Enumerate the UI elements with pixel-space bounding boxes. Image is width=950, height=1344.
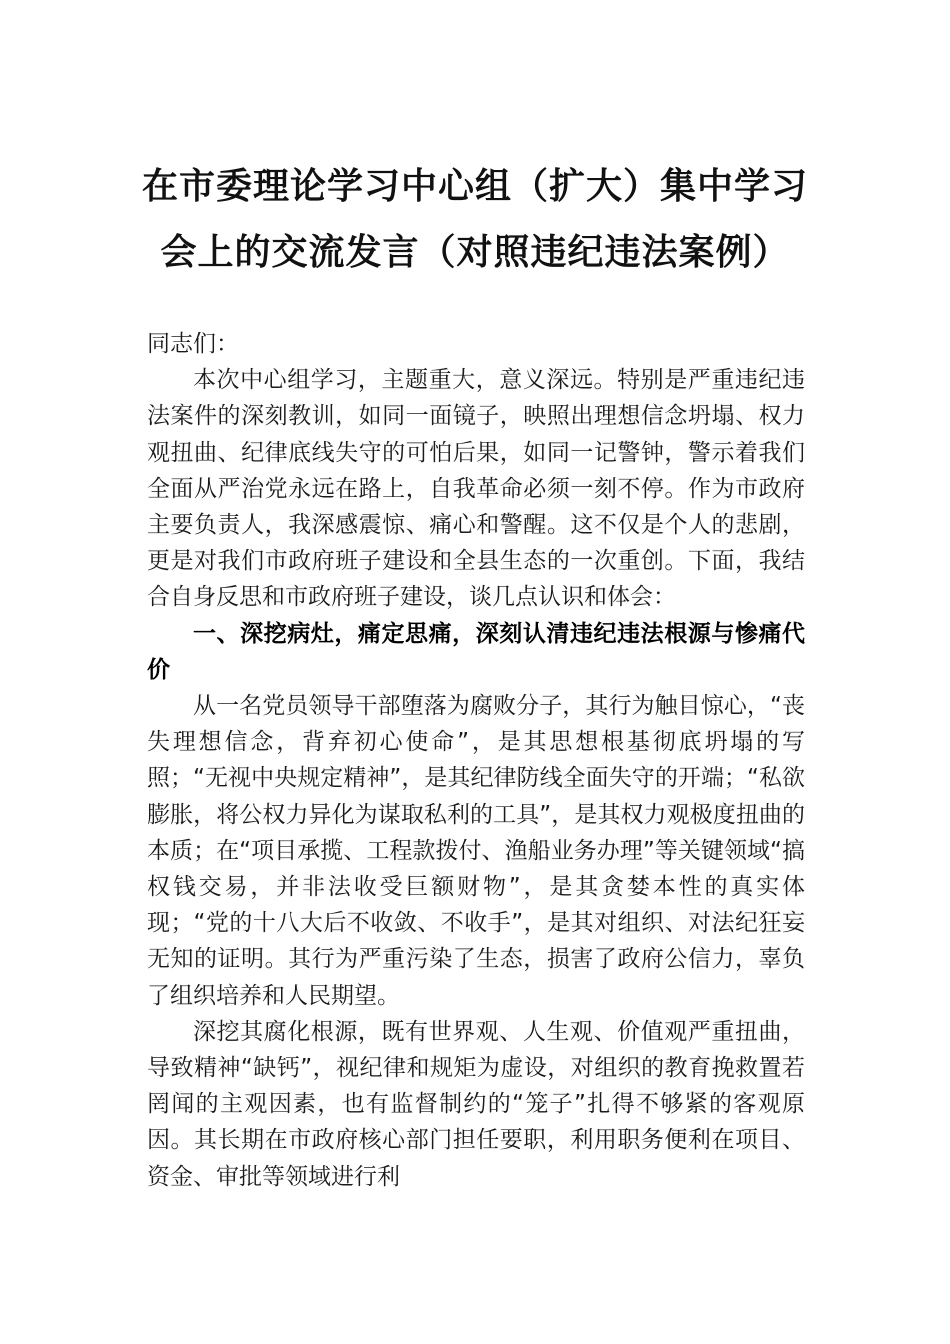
paragraph-root-cause: 深挖其腐化根源，既有世界观、人生观、价值观严重扭曲，导致精神“缺钙”，视纪律和规矩为虚设，对组织的教育挽救置若罔闻的主观因素，也有监督制约的“笼子”扎得不够紧的客观原因。其长期在市政府核心部门担任要职，利用职务便利在项目、资金、审批等领域进行利	[147, 1018, 805, 1190]
paragraph-case-behavior: 从一名党员领导干部堕落为腐败分子，其行为触目惊心，“丧失理想信念，背弃初心使命”，是其思想根基彻底坍塌的写照；“无视中央规定精神”，是其纪律防线全面失守的开端；“私欲膨胀，将公权力异化为谋取私利的工具”，是其权力观极度扭曲的本质；在“项目承揽、工程款拨付、渔船业务办理”等关键领域“搞权钱交易，并非法收受巨额财物”，是其贪婪本性的真实体现；“党的十八大后不收敛、不收手”，是其对组织、对法纪狂妄无知的证明。其行为严重污染了生态，损害了政府公信力，辜负了组织培养和人民期望。	[147, 693, 805, 1009]
paragraph-intro: 本次中心组学习，主题重大，意义深远。特别是严重违纪违法案件的深刻教训，如同一面镜子，映照出理想信念坍塌、权力观扭曲、纪律底线失守的可怕后果，如同一记警钟，警示着我们全面从严治党永远在路上，自我革命必须一刻不停。作为市政府主要负责人，我深感震惊、痛心和警醒。这不仅是个人的悲剧，更是对我们市政府班子建设和全县生态的一次重创。下面，我结合自身反思和市政府班子建设，谈几点认识和体会：	[147, 367, 805, 611]
document-title-line-1: 在市委理论学习中心组（扩大）集中学习	[141, 165, 808, 207]
document-title-line-2: 会上的交流发言（对照违纪违法案例）	[160, 231, 790, 273]
section-heading-1: 一、深挖病灶，痛定思痛，深刻认清违纪违法根源与惨痛代价	[147, 620, 805, 683]
document-body	[147, 326, 805, 1195]
salutation: 同志们：	[147, 331, 239, 357]
